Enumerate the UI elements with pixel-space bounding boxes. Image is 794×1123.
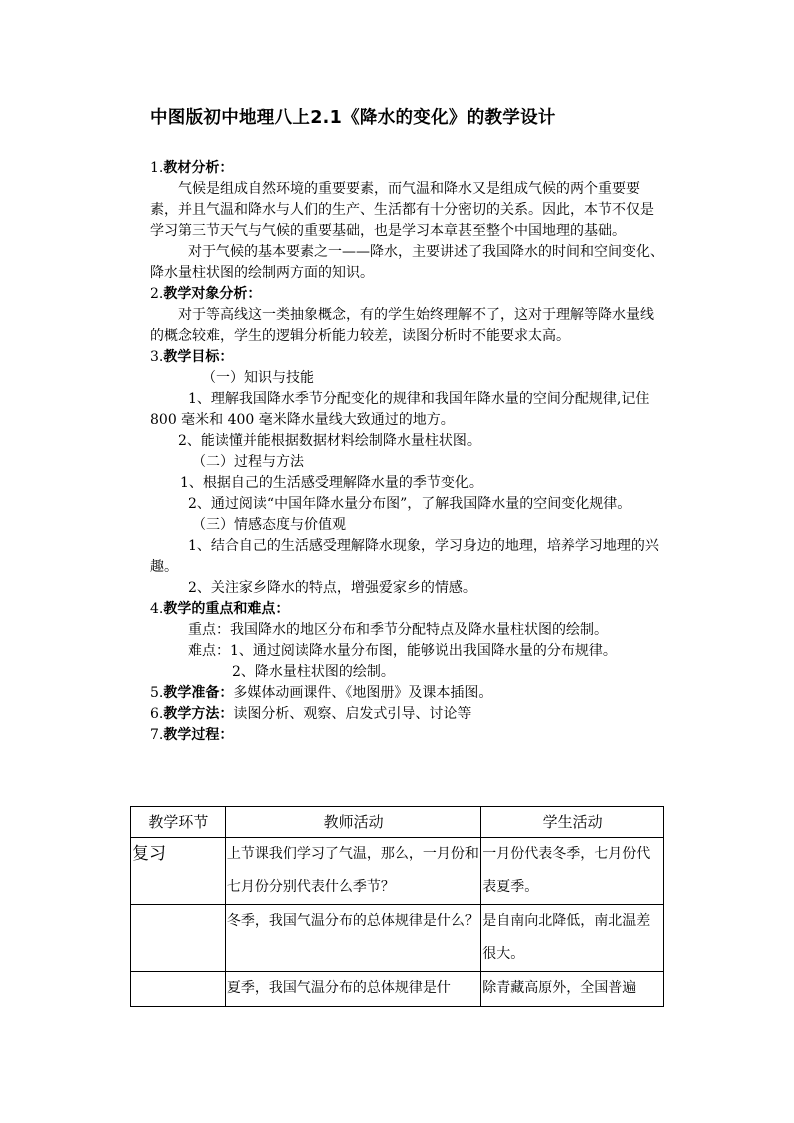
subheading: （一）知识与技能 — [202, 370, 314, 386]
difficulty-point: 难点：1、通过阅读降水量分布图，能够说出我国降水量的分布规律。 — [188, 643, 617, 659]
teacher-activity-cell: 上节课我们学习了气温，那么，一月份和七月份分别代表什么季节？ — [225, 838, 480, 905]
section-heading: 3.教学目标： — [150, 349, 234, 365]
section-heading: 6.教学方法：读图分析、观察、启发式引导、讨论等 — [150, 706, 472, 722]
list-item: 1、结合自己的生活感受理解降水现象，学习身边的地理，培养学习地理的兴趣。 — [150, 538, 659, 575]
list-item: 2、关注家乡降水的特点，增强爱家乡的情感。 — [188, 580, 477, 596]
column-header: 学生活动 — [481, 807, 664, 838]
teacher-activity-cell: 冬季，我国气温分布的总体规律是什么？ — [225, 905, 480, 972]
student-activity-cell: 除青藏高原外，全国普遍 — [481, 972, 664, 1007]
stage-cell — [131, 905, 226, 972]
paragraph: 对于等高线这一类抽象概念，有的学生始终理解不了，这对于理解等降水量线的概念较难，学生的逻辑分析能力较差，读图分析时不能要求太高。 — [150, 307, 654, 344]
teacher-activity-cell: 夏季，我国气温分布的总体规律是什 — [225, 972, 480, 1007]
stage-cell: 复习 — [131, 838, 226, 905]
column-header: 教师活动 — [225, 807, 480, 838]
student-activity-cell: 一月份代表冬季，七月份代表夏季。 — [481, 838, 664, 905]
paragraph: 对于气候的基本要素之一——降水，主要讲述了我国降水的时间和空间变化、降水量柱状图的绘制两方面的知识。 — [150, 244, 664, 281]
section-heading: 4.教学的重点和难点： — [150, 601, 290, 617]
teaching-process-table — [130, 806, 664, 1007]
document-body — [150, 158, 666, 746]
list-item: 1、理解我国降水季节分配变化的规律和我国年降水量的空间分配规律,记住 800 毫米和 400 毫米降水量线大致通过的地方。 — [150, 391, 650, 428]
column-header: 教学环节 — [131, 807, 226, 838]
student-activity-cell: 是自南向北降低，南北温差很大。 — [481, 905, 664, 972]
key-point: 重点：我国降水的地区分布和季节分配特点及降水量柱状图的绘制。 — [188, 622, 608, 638]
list-item: 2、通过阅读“中国年降水量分布图”，了解我国降水量的空间变化规律。 — [188, 496, 632, 512]
section-heading: 5.教学准备：多媒体动画课件、《地图册》及课本插图。 — [150, 685, 493, 701]
paragraph: 气候是组成自然环境的重要要素，而气温和降水又是组成气候的两个重要要素，并且气温和降水与人们的生产、生活都有十分密切的关系。因此，本节不仅是学习第三节天气与气候的重要基础，也是学习本章甚至整个中国地理的基础。 — [150, 181, 654, 239]
section-heading: 2.教学对象分析： — [150, 286, 262, 302]
difficulty-point: 2、降水量柱状图的绘制。 — [232, 664, 395, 680]
subheading: （二）过程与方法 — [192, 454, 304, 470]
section-heading: 7.教学过程： — [150, 727, 234, 743]
subheading: （三）情感态度与价值观 — [192, 517, 346, 533]
stage-cell — [131, 972, 226, 1007]
list-item: 2、能读懂并能根据数据材料绘制降水量柱状图。 — [178, 433, 481, 449]
section-heading: 1.教材分析： — [150, 160, 234, 176]
document-title: 中图版初中地理八上2.1《降水的变化》的教学设计 — [150, 108, 556, 128]
table-row — [131, 905, 664, 972]
list-item: 1、根据自己的生活感受理解降水量的季节变化。 — [180, 475, 483, 491]
table-row — [131, 972, 664, 1007]
table-row — [131, 838, 664, 905]
table-header-row — [131, 807, 664, 838]
